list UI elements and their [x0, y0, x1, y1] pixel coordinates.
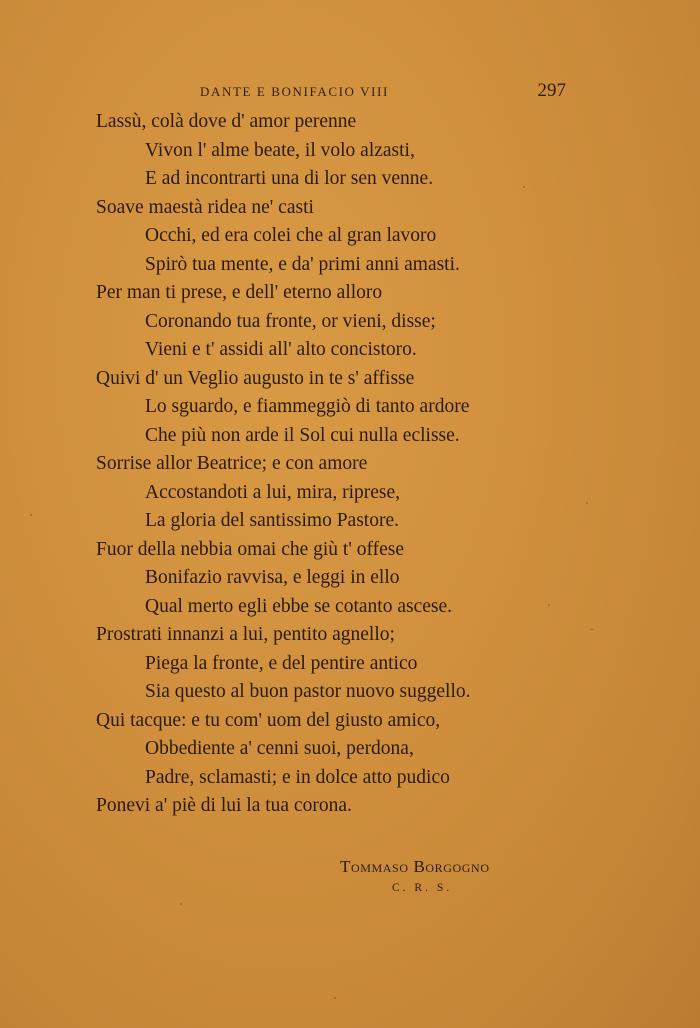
stanza — [96, 279, 656, 365]
verse-line: Spirò tua mente, e da' primi anni amasti. — [145, 253, 460, 275]
verse-line: Lassù, colà dove d' amor perenne — [96, 111, 357, 132]
stanza — [96, 365, 656, 451]
stanza — [96, 792, 656, 821]
stanza — [96, 536, 656, 622]
verse-line: Sia questo al buon pastor nuovo suggello. — [145, 681, 471, 702]
verse-line: La gloria del santissimo Pastore. — [145, 510, 399, 531]
verse-line: Sorrise allor Beatrice; e con amore — [96, 453, 368, 474]
verse-line: Qual merto egli ebbe se cotanto ascese. — [145, 595, 453, 617]
verse-line: Qui tacque: e tu com' uom del giusto amico, — [96, 709, 441, 731]
verse-line: E ad incontrarti una di lor sen venne. — [145, 168, 434, 189]
stanza — [96, 108, 656, 194]
running-title: DANTE E BONIFACIO VIII — [200, 84, 389, 99]
stanza — [96, 707, 656, 793]
verse-line: Obbediente a' cenni suoi, perdona, — [145, 738, 414, 759]
verse-line: Occhi, ed era colei che al gran lavoro — [145, 225, 437, 246]
verse-line: Piega la fronte, e del pentire antico — [145, 652, 418, 674]
verse-line: Padre, sclamasti; e in dolce atto pudico — [145, 766, 450, 788]
author-order: C. R. S. — [392, 882, 453, 894]
verse-line: Per man ti prese, e dell' eterno alloro — [96, 282, 383, 303]
verse-line: Vieni e t' assidi all' alto concistoro. — [145, 339, 417, 360]
verse-line: Prostrati innanzi a lui, pentito agnello; — [96, 624, 395, 645]
verse-line: Vivon l' alme beate, il volo alzasti, — [145, 139, 415, 161]
verse-line: Quivi d' un Veglio augusto in te s' affisse — [96, 367, 415, 389]
paper-speck — [523, 186, 525, 188]
verse-line: Fuor della nebbia omai che giù t' offese — [96, 538, 405, 560]
verse-line: Coronando tua fronte, or vieni, disse; — [145, 310, 436, 332]
verse-line: Che più non arde il Sol cui nulla eclisse. — [145, 424, 460, 446]
stanza — [96, 194, 656, 280]
page-number: 297 — [537, 80, 566, 101]
verse-line: Accostandoti a lui, mira, riprese, — [145, 481, 401, 503]
poem — [96, 108, 656, 821]
paper-speck — [590, 629, 594, 630]
paper-speck — [548, 604, 550, 606]
verse-line: Soave maestà ridea ne' casti — [96, 196, 314, 218]
verse-line: Lo sguardo, e fiammeggiò di tanto ardore — [145, 396, 470, 417]
verse-line: Bonifazio ravvisa, e leggi in ello — [145, 567, 400, 588]
running-head — [96, 80, 566, 104]
paper-speck — [586, 502, 588, 504]
paper-speck — [30, 514, 32, 516]
closing-verse-line: Ponevi a' piè di lui la tua corona. — [96, 795, 352, 816]
signature — [340, 856, 540, 894]
author-name: Tommaso Borgogno — [340, 857, 490, 876]
paper-speck — [334, 997, 336, 999]
paper-speck — [180, 903, 182, 905]
stanza — [96, 450, 656, 536]
stanza — [96, 621, 656, 707]
